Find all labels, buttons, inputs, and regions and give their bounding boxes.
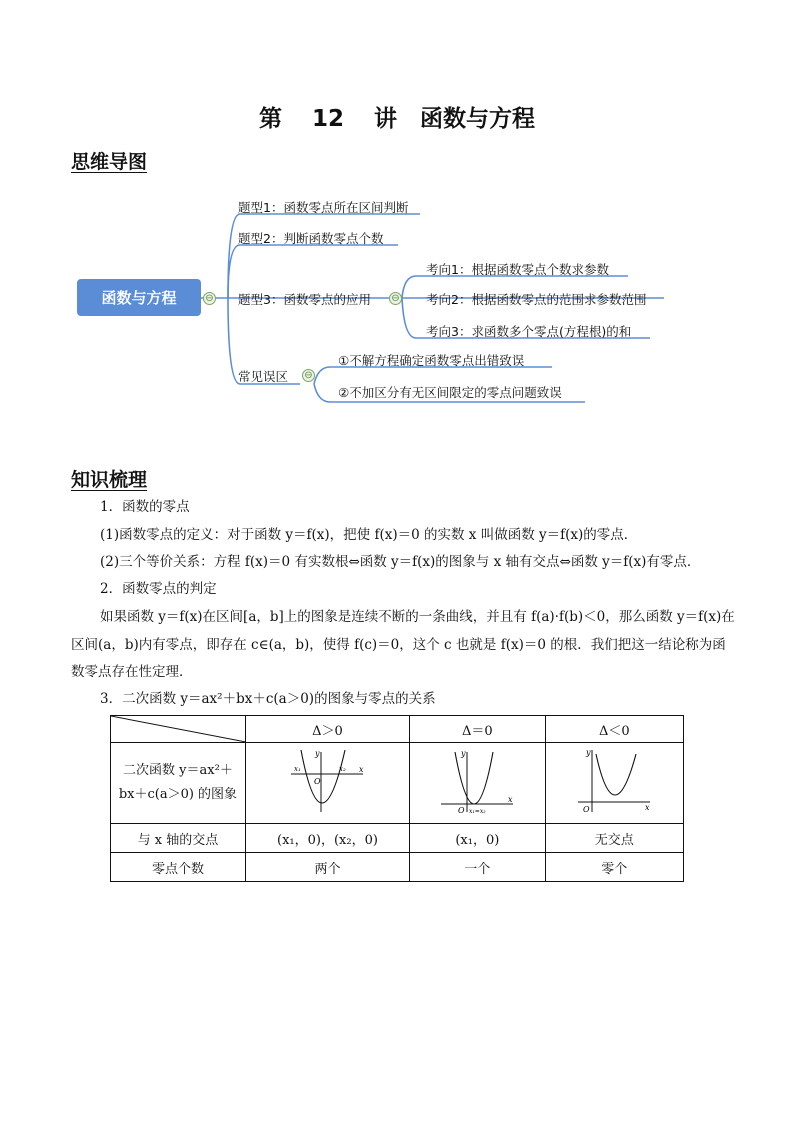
graph-row-label: [111, 743, 246, 824]
count-zero: 零个: [545, 853, 683, 882]
mindmap-heading: 思维导图: [71, 151, 148, 173]
mind-map: [0, 0, 794, 460]
table-corner-cell: [111, 716, 246, 743]
header-delta-negative: Δ＜0: [545, 716, 683, 743]
misconception2[interactable]: ②不加区分有无区间限定的零点问题致误: [338, 385, 562, 400]
parabola-two-roots-graph: [287, 746, 367, 816]
collapse-misconceptions-icon[interactable]: ⊖: [302, 369, 315, 382]
collapse-type3-icon[interactable]: ⊖: [389, 292, 402, 305]
table-count-row: [111, 853, 684, 882]
graph-two-roots: [245, 743, 409, 824]
axis-y-label: y: [461, 749, 466, 758]
para-quadratic-head: 3．二次函数 y＝ax²＋bx＋c(a＞0)的图象与零点的关系: [100, 691, 436, 707]
intersection-one: (x₁，0): [410, 824, 545, 853]
intersection-none: 无交点: [545, 824, 683, 853]
origin-label: O: [583, 805, 590, 814]
quadratic-zero-table: [110, 715, 684, 882]
axis-x-label: x: [645, 803, 650, 812]
graph-row-label-line1: 二次函数 y＝ax²＋: [123, 763, 233, 778]
direction1[interactable]: 考向1：根据函数零点个数求参数: [426, 262, 609, 277]
intersection-two: (x₁，0)，(x₂，0): [245, 824, 409, 853]
mind-map-root[interactable]: 函数与方程: [77, 279, 201, 316]
branch-type1[interactable]: 题型1：函数零点所在区间判断: [238, 200, 409, 215]
axis-y-label: y: [315, 749, 321, 758]
header-delta-positive: Δ＞0: [245, 716, 409, 743]
para-judgement-head: 2．函数零点的判定: [100, 581, 217, 597]
table-graph-row: [111, 743, 684, 824]
para-zero-def: (1)函数零点的定义：对于函数 y＝f(x)，把使 f(x)＝0 的实数 x 叫做函数 y＝f(x)的零点．: [100, 527, 638, 543]
root-x1-label: x₁: [294, 765, 302, 773]
branch-misconceptions[interactable]: 常见误区: [238, 369, 289, 384]
origin-label: O: [458, 806, 465, 815]
header-delta-zero: Δ＝0: [410, 716, 545, 743]
parabola-one-root-graph: [437, 746, 517, 816]
para-theorem-line1: 如果函数 y＝f(x)在区间[a，b]上的图象是连续不断的一条曲线，并且有 f(a)·f(b)＜0，那么函数 y＝f(x)在: [100, 609, 735, 625]
double-root-label: x₁=x₂: [469, 808, 486, 815]
count-label: 零点个数: [111, 853, 246, 882]
page-title: 第 12 讲 函数与方程: [258, 106, 536, 132]
direction2[interactable]: 考向2：根据函数零点的范围求参数范围: [426, 292, 647, 307]
para-equivalence: (2)三个等价关系：方程 f(x)＝0 有实数根⇔函数 y＝f(x)的图象与 x 轴有交点⇔函数 y＝f(x)有零点．: [100, 554, 701, 570]
diagonal-line: [111, 716, 246, 742]
origin-label: O: [314, 777, 322, 786]
direction3[interactable]: 考向3：求函数多个零点(方程根)的和: [426, 324, 632, 339]
graph-one-root: [410, 743, 545, 824]
root-x2-label: x₂: [339, 765, 347, 773]
branch-type3[interactable]: 题型3：函数零点的应用: [238, 292, 371, 307]
count-two: 两个: [245, 853, 409, 882]
collapse-root-icon[interactable]: ⊖: [203, 292, 216, 305]
para-theorem-line2: 区间(a，b)内有零点，即存在 c∈(a，b)，使得 f(c)＝0，这个 c 也就是 f(x)＝0 的根．我们把这一结论称为函: [71, 637, 726, 653]
parabola-no-root-graph: [574, 746, 654, 816]
para-zero-head: 1．函数的零点: [100, 499, 190, 515]
branch-type2[interactable]: 题型2：判断函数零点个数: [238, 231, 384, 246]
graph-row-label-line2: bx＋c(a＞0) 的图象: [118, 787, 238, 802]
table-intersection-row: [111, 824, 684, 853]
knowledge-heading: 知识梳理: [71, 469, 148, 491]
count-one: 一个: [410, 853, 545, 882]
graph-no-root: [545, 743, 683, 824]
misconception1[interactable]: ①不解方程确定函数零点出错致误: [338, 353, 525, 368]
para-theorem-line3: 数零点存在性定理．: [71, 664, 193, 680]
table-header-row: [111, 716, 684, 743]
axis-x-label: x: [508, 795, 513, 804]
axis-x-label: x: [359, 765, 364, 774]
intersection-label: 与 x 轴的交点: [111, 824, 246, 853]
axis-y-label: y: [586, 748, 591, 757]
